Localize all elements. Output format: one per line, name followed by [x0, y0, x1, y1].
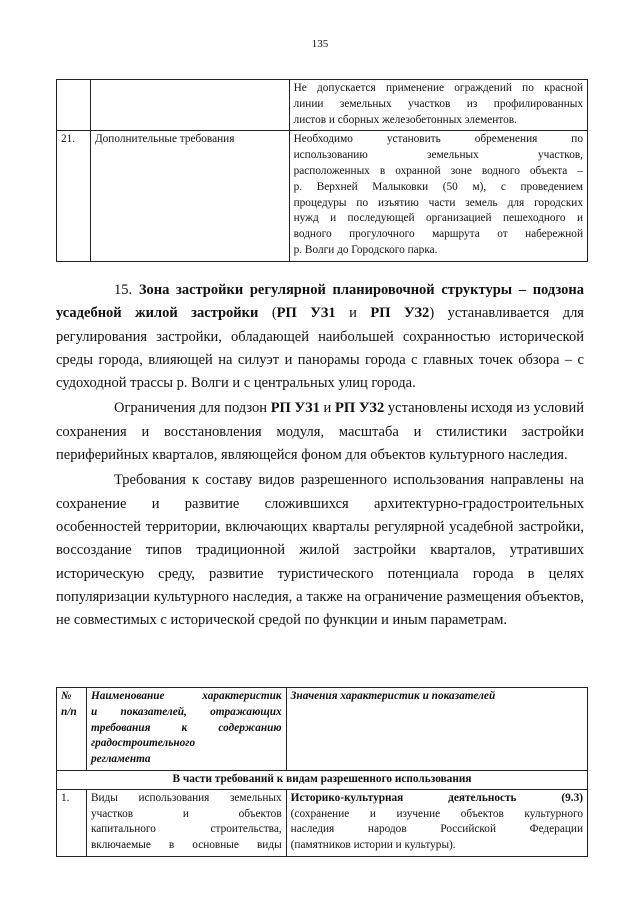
- cell-line: водного прогулочного маршрута от набережной: [293, 228, 583, 241]
- cell-line: расположенных в охранной зоне водного объекта –: [293, 164, 583, 177]
- cell-line: р. Волги до Городского парка.: [293, 243, 438, 256]
- table-cell-name: Виды использования земельных участков и объектов капитального строительства, включаемые в основные виды: [86, 789, 286, 856]
- cell-line: использованию земельных участков,: [293, 149, 583, 162]
- table-cell-value: [289, 80, 587, 131]
- paragraph-restrictions: Ограничения для подзон РП УЗ1 и РП УЗ2 установлены исходя из условий сохранения и восстановления модуля, масштаба и стилистики застройки периферийных кварталов, являющейся фоном для объектов культурного наследия.: [56, 400, 585, 464]
- cell-line: процедуры по изъятию части земель для городских: [293, 196, 583, 209]
- table-cell-num: 21.: [57, 131, 91, 261]
- cell-line: листов и сборных железобетонных элементов.: [293, 113, 517, 126]
- header-values: Значения характеристик и показателей: [286, 688, 587, 771]
- cell-line: р. Верхней Малыковки (50 м), с проведением: [293, 180, 583, 193]
- paragraph-requirements: Требования к составу видов разрешенного использования направлены на сохранение и развитие сложившихся архитектурно-градостроительных особенностей территории, включающих кварталы регулярной усадебной застройки, воссоздание типов традиционной жилой застройки кварталов, утративших историческую среду, развитие туристического потенциала города в целях популяризации культурного наследия, а также на ограничение размещения объектов, не совместимых с исторической средой по функции и иным параметрам.: [56, 472, 584, 629]
- paragraph-zone-15: 15. Зона застройки регулярной планировочной структуры – подзона усадебной жилой застройки (РП УЗ1 и РП УЗ2) устанавливается для регулирования застройки, обладающей наибольшей сохранностью исторической среды города, влияющей на силуэт и панорамы города с главных точек обзора – с судоходной трассы р. Волги и с центральных улиц города.: [56, 282, 585, 392]
- cell-line: Не допускается применение ограждений по красной: [293, 82, 583, 94]
- table-row: [57, 80, 588, 131]
- table-header-row: [57, 688, 588, 771]
- table-section-row: [57, 770, 588, 789]
- cell-line: линии земельных участков из профилированных: [293, 97, 583, 110]
- table-row: [57, 131, 588, 261]
- table-row: [57, 789, 588, 856]
- header-num: № п/п: [57, 688, 87, 771]
- section-title: В части требований к видам разрешенного использования: [57, 770, 588, 789]
- cell-line: нужд и последующей организацией пешеходного и: [293, 212, 583, 225]
- body-text: [56, 279, 584, 632]
- table-cell-num: [57, 80, 91, 131]
- value-heading: Историко-культурная деятельность (9.3): [290, 791, 583, 804]
- table-cell-num: 1.: [57, 789, 87, 856]
- table-cell-name: [90, 80, 289, 131]
- header-name: Наименование характеристик и показателей, отражающих требования к содержанию градостроительного регламента: [86, 688, 286, 771]
- regulation-table: [56, 687, 588, 857]
- table-cell-value: [289, 131, 587, 261]
- table-cell-value: Историко-культурная деятельность (9.3) (сохранение и изучение объектов культурного наследия народов Российской Федерации (памятников истории и культуры).: [286, 789, 587, 856]
- page-number: 135: [311, 38, 329, 50]
- requirements-table-top: [56, 79, 588, 262]
- table-cell-name: Дополнительные требования: [90, 131, 289, 261]
- cell-line: Необходимо установить обременения по: [293, 133, 583, 146]
